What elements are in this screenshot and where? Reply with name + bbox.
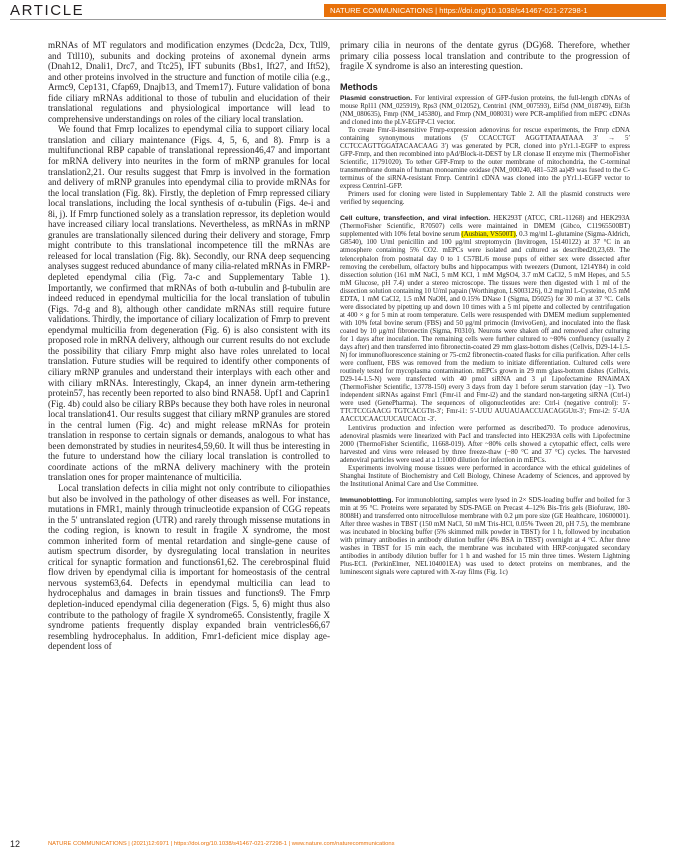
left-paragraph-2: We found that Fmrp localizes to ependymal cilia to support ciliary local translation and ciliary maintenance (Figs. 4, 5, 6, and 8). Fmrp is a multifunctional RBP capable of translational repression46,47 and important for mRNA delivery into neurites in the form of mRNP granules for local translation2,21. Our results suggest that Fmrp is involved in the formation and delivery of mRNP granules into ependymal cilia to provide mRNAs for the local translation (Fig. 8k). Firstly, the depletion of Fmrp repressed ciliary local translations, including the local synthesis of α-tubulin (Figs. 4e-i and 8i, j). If Fmrp functioned solely as a translation repressor, its depletion would have increased ciliary local translations. Nevertheless, as mRNAs in mRNP granules are translationally silenced during their delivery and storage, Fmrp might contribute to this translational incompetence till the mRNAs are released for local translation (Fig. 8k). Secondly, our RNA deep sequencing analyses suggest reduced abundance of many cilia-related mRNAs in FMRP-depleted ependymal cilia (Fig. 7a-c and Supplementary Table 1). Importantly, we confirmed that mRNAs of both α-tubulin and β-tubulin are indeed reduced in ependymal multicilia for the local translation of tubulin (Figs. 7d-g and 8), although other candidate mRNAs still require future validations. Thirdly, the importance of ciliary localization of Fmrp to prevent ependymal multicilia from degeneration (Fig. 6) is also consistent with its proposed role in mRNA delivery, although our current results do not exclude the possibility that ciliary Fmrp might also have roles unrelated to local translation. Future studies will be required to identify other components of ciliary mRNP granules and understand their interplays with each other and with ciliary mRNAs. Interestingly, Ckap4, an inner dynein arm-tethering protein57, has recently been reported to also bind RNA58. Upf1 and Caprin1 (Fig. 4b) could also be ciliary RBPs because they both have roles in neuronal local translation41. Our results suggest that ciliary mRNP granules are stored in the central lumen (Fig. 4c) and might release mRNAs for protein translation in response to certain signals or demands, analogous to what has been demonstrated by studies in neurites4,59,60. It will thus be interesting in the future to understand how the ciliary local translation is controlled to coordinate actions of the mRNA delivery machinery with the protein translation ones for proper maintenance of multicilia. xyxy=(48,124,330,483)
cell-culture-title: Cell culture, transfection, and viral infection. xyxy=(340,215,491,223)
plasmid-text: For lentiviral expression of GFP-fusion proteins, the full-length cDNAs of mouse Rpl11 (NM_025919), Rps3 (NM_012052), Centrin1 (NM_007593), Eif5d (NM_018749), Eif3h (NM_080635), Fmrp (NM_145380), and Fmrp (NM_008031) were PCR-amplified from mEPC cDNAs and cloned into the pLV-EGFP-C1 vector. xyxy=(340,94,630,126)
cell-culture-text-1: HEK293T (ATCC, CRL-11268) and HEK293A (ThermoFisher Scientific, R70507) cells were maintained in DMEM (Gibco, C11965500BT) supplemented with 10% fetal bovine serum xyxy=(340,215,630,239)
article-label: ARTICLE xyxy=(10,2,85,19)
left-paragraph-1: mRNAs of MT regulators and modification enzymes (Dcdc2a, Dcx, Ttll9, and Ttll10), subunits and docking proteins of axonemal dynein arms (Dnah12, Dnali1, Drc7, and Ttc25), IFT subunits (Bbs1, Ift27, and Ift52), and other proteins involved in the structure and function of motile cilia (e.g., Armc9, Cep131, Cfap69, Dnajb13, and Tmem17). Future validation of bona fide ciliary mRNAs additional to those of tubulin and elucidation of their translational regulations and physiological importance will lead to comprehensive understandings on roles of the ciliary local translation. xyxy=(48,40,330,124)
highlighted-reagent[interactable]: (Ausbian, VS500T) xyxy=(461,231,516,239)
page-header xyxy=(0,0,673,22)
cell-culture-paragraph-2: Lentivirus production and infection were performed as described70. To produce adenovirus, adenoviral plasmids were linearized with PacI and transfected into HEK293A cells with Lipofectmine 2000 (ThermoFisher Scientific, 11668-019). After ~80% cells showed a cytopathic effect, cells were harvested and virus were released by three freeze-thaw (−80 °C and 37 °C) cycles. The harvested adenoviral particles were used at a 1:1000 dilution for infection in mEPCs. xyxy=(340,424,630,464)
left-column xyxy=(48,40,330,830)
methods-heading: Methods xyxy=(340,81,378,92)
page-footer xyxy=(0,838,673,858)
immunoblotting-text: For immunoblotting, samples were lysed in 2× SDS-loading buffer and boiled for 3 min at 95 °C. Proteins were separated by SDS-PAGE on Precast 4–12% Bis-Tris gels (Biofuraw, 180-8008H) and transferred onto nitrocellulose membrane with 0.2 μm pore size (GE Healthcare, 10600001). After three washes in TBST (150 mM NaCl, 50 mM Tris-HCl, 0.05% Tween 20, pH 7.5), the membrane was incubated in blocking buffer (5% skimmed milk powder in TBST) for 1 h, followed by incubation with primary antibodies in antibody dilution buffer (4% BSA in TBST) overnight at 4 °C. After three washes in TBST for 15 min each, the membrane was incubated with HRP-conjugated secondary antibodies in antibody dilution buffer for 1 h and washed for 15 min three times. Western Lightning Plus-ECL (PerkinElmer, NEL104001EA) was used to detect proteins on membranes, and the luminescent signals were captured with X-ray films (Fig. 1c) xyxy=(340,496,630,577)
cell-culture-paragraph xyxy=(340,215,630,424)
right-intro-paragraph: primary cilia in neurons of the dentate gyrus (DG)68. Therefore, whether primary cilia possess local translation and contribute to the progression of fragile X syndrome is also an interesting question. xyxy=(340,40,630,72)
right-column xyxy=(340,40,630,830)
immunoblotting-paragraph xyxy=(340,497,630,577)
plasmid-paragraph-2: To create Fmr-il-insensitive Fmrp-expression adenovirus for rescue experiments, the Fmrp cDNA containing synonymous mutations (5′ CCACCTGT AGGTTATAATAAA 3′ → 5′ CCTCCAGTTGGATACAACAAG 3′) was generated by PCR, cloned into pYr1.1-EGFP to express GFP-Fmrp, and then recombined into pAd/Block-it-DEST by LR clonase II enzyme mix (ThermoFisher Scientific, 11791020). To tether GFP-Fmrp to the outer membrane of mitochondria, the C-terminal transmembrane domain of human monoamine oxidase (NM_000240, 481–528 aa)49 was fused to the C-terminus of the siRNA-resistant Fmrp. Centrin1 cDNA was cloned into the pYr1.1-EGFP vector to express Centrin1-GFP. xyxy=(340,126,630,191)
cell-culture-text-2: , 0.3 mg/ml L-glutamine (Sigma-Aldrich, G8540), 100 U/ml penicillin and 100 μg/ml streptomycin (Invitrogen, 15140122) at 37 °C in an atmosphere containing 5% CO2. mEPCs were isolated and cultured as described20,23,69. The telencephalon from postnatal day 0 to 1 C57BL/6 mouse pups of either sex were dissected after removing the cerebellum, olfactory bulbs and hippocampus with tweezers (Dumont, 1214Y84) in cold dissection solution (161 mM NaCl, 5 mM KCl, 1 mM MgSO4, 3.7 mM CaCl2, 5 mM Hepes, and 5.5 mM Glucose, pH 7.4) under a stereo microscope. The tissues were then digested with 1 ml of the dissection solution containing 10 U/ml papain (Worthington, LS003126), 0.2 mg/ml L-Cysteine, 0.5 mM EDTA, 1 mM CaCl2, 1.5 mM NaOH, and 0.15% DNase I (Sigma, D5025) for 30 min at 37 °C. Cells were dissociated by pipetting up and down 10 times with a 5 ml pipette and collected by centrifugation at 400 × g for 5 min at room temperature. Cells were resuspended with DMEM medium supplemented with 10% fetal bovine serum (FBS) and 50 μg/ml primocin (InvivoGen), and inoculated into the flask coated by 10 μg/ml fibronectin (Sigma, F0310). Neurons were shaken off and removed after culturing for 1 days after inoculation. The remaining cells were further cultured to ~80% confluency (usually 2 days after) and then transferred into fibronectin-coated 29 mm glass-bottom dishes (Cellvis, D29-14-1.5-N) for immunofluorescence staining or 75-cm2 fibronectin-coated flasks for cilia purification. After cells were confluent, FBS was removed from the medium to initiate differentiation. Cultured cells were routinely tested for mycoplasma contamination. mEPCs grown in 29 mm glass-bottom dishes (Cellvis, D29-14-1.5-N) were transfected with 40 pmol siRNA and 3 μl Lipofectamine RNAiMAX (ThermoFisher Scientific, 13778-150) every 3 days from day 1 before serum starvation (day −1). Two independent siRNAs against Fmr1 (Fmr-i1 and Fmr-i2) and the standard non-targeting siRNA (Ctrl-i) were used (GenePharma). The sequences of oligonucleotides are: Ctrl-i (negative control): 5′-TTCTCCGAACG TGTCACGTtt-3′; Fmr-i1: 5′-UUU AUUAUAACCUACAGGUtt-3′; Fmr-i2: 5′-UA AACCUCAACUUCAUCACtt -3′. xyxy=(340,231,630,424)
cell-culture-paragraph-3: Experiments involving mouse tissues were performed in accordance with the ethical guidelines of Shanghai Institute of Biochemistry and Cell Biology, Chinese Academy of Sciences, and approved by the Institutional Animal Care and Use Committee. xyxy=(340,464,630,488)
plasmid-title: Plasmid construction. xyxy=(340,94,413,102)
footer-citation[interactable]: NATURE COMMUNICATIONS | (2021)12:6971 | https://doi.org/10.1038/s41467-021-27298-1 | www.nature.com/naturecommunications xyxy=(48,841,395,847)
immunoblotting-title: Immunoblotting. xyxy=(340,496,394,504)
page-number: 12 xyxy=(10,839,21,849)
plasmid-paragraph xyxy=(340,95,630,127)
journal-info-bar[interactable]: NATURE COMMUNICATIONS | https://doi.org/10.1038/s41467-021-27298-1 xyxy=(324,4,666,17)
left-paragraph-3: Local translation defects in cilia might not only contribute to ciliopathies but also be involved in the pathology of other diseases as well. For instance, mutations in FMR1, mainly through trinucleotide expansion of CGG repeats in the 5′ untranslated region (UTR) and rarely through missense mutations in the coding region, is known to result in fragile X syndrome, the most common inherited form of mental retardation and single-gene cause of autism spectrum disorder, by dysregulating local translation in neurites critical for synaptic formation and functions61,62. The cerebrospinal fluid flow driven by ependymal cilia is important for homeostasis of the central nervous system63,64. Defects in ependymal multicilia can lead to hydrocephalus and damages in brain tissues and functions9. The Fmrp depletion-induced ependymal cilia degeneration (Figs. 5, 6) might thus also contribute to the pathology of fragile X syndrome65. Consistently, fragile X syndrome patients frequently display expanded brain ventricles66,67 resembling hydrocephalus. In addition, Fmr1-deficient mice display age-dependent loss of xyxy=(48,482,330,652)
plasmid-paragraph-3: Primers used for cloning were listed in Supplementary Table 2. All the plasmid constructs were verified by sequencing. xyxy=(340,191,630,207)
header-divider xyxy=(10,19,666,20)
